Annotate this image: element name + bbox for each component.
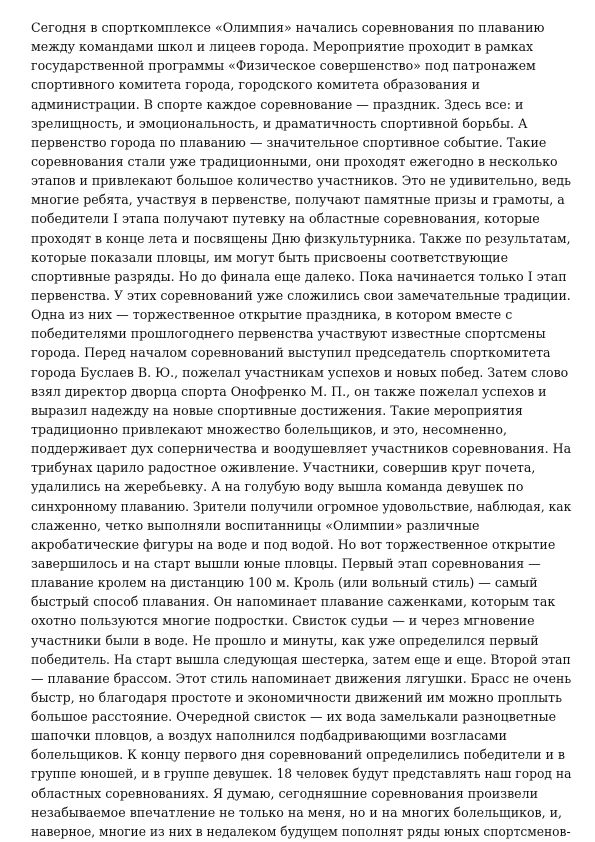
text-line: между командами школ и лицеев города. Мероприятие проходит в рамках: [31, 39, 534, 55]
text-line: Одна из них — торжественное открытие праздника, в котором вместе с: [31, 307, 513, 323]
text-line: удалились на жеребьевку. А на голубую воду вышла команда девушек по: [31, 479, 524, 495]
text-line: традиционно привлекают множество болельщиков, и это, несомненно,: [31, 421, 507, 437]
text-line: выразил надежду на новые спортивные достижения. Такие мероприятия: [31, 402, 523, 418]
text-line: большое расстояние. Очередной свисток — их вода замелькали разноцветные: [31, 709, 557, 725]
text-line: плавание кролем на дистанцию 100 м. Кроль (или вольный стиль) — самый: [31, 575, 538, 591]
text-line: этапов и привлекают большое количество участников. Это не удивительно, ведь: [31, 173, 571, 189]
text-line: первенство города по плаванию — значительное спортивное событие. Такие: [31, 134, 547, 150]
text-line: администрации. В спорте каждое соревнование — праздник. Здесь все: и: [31, 96, 524, 112]
text-line: взял директор дворца спорта Онофренко М. П., он также пожелал успехов и: [31, 383, 547, 399]
text-line: болельщиков. К концу первого дня соревнований определились победители и в: [31, 747, 565, 763]
text-line: завершилось и на старт вышли юные пловцы. Первый этап соревнования —: [31, 555, 541, 571]
text-line: победители I этапа получают путевку на областные соревнования, которые: [31, 211, 540, 227]
text-line: Сегодня в спорткомплексе «Олимпия» начались соревнования по плаванию: [31, 20, 545, 35]
text-line: победителями прошлогоднего первенства участвуют известные спортсмены: [31, 326, 546, 342]
article-text: [31, 18, 571, 841]
text-line: соревнования стали уже традиционными, они проходят ежегодно в несколько: [31, 153, 558, 169]
text-line: первенства. У этих соревнований уже сложились свои замечательные традиции.: [31, 287, 571, 303]
text-line: многие ребята, участвуя в первенстве, получают памятные призы и грамоты, а: [31, 192, 565, 208]
text-line: спортивные разряды. Но до финала еще далеко. Пока начинается только I этап: [31, 268, 567, 284]
text-line: группе юношей, и в группе девушек. 18 человек будут представлять наш город на: [31, 766, 572, 782]
text-line: шапочки пловцов, а воздух наполнился подбадривающими возгласами: [31, 728, 507, 744]
text-line: проходят в конце лета и посвящены Дню физкультурника. Также по результатам,: [31, 230, 571, 246]
text-line: города Буслаев В. Ю., пожелал участникам успехов и новых побед. Затем слово: [31, 364, 569, 380]
text-line: победитель. На старт вышла следующая шестерка, затем еще и еще. Второй этап: [31, 651, 571, 667]
text-line: наверное, многие из них в недалеком будущем пополнят ряды юных спортсменов-: [31, 823, 571, 839]
text-line: трибунах царило радостное оживление. Участники, совершив круг почета,: [31, 460, 536, 476]
text-line: спортивного комитета города, городского комитета образования и: [31, 77, 481, 93]
text-line: быстр, но благодаря простоте и экономичности движений им можно проплыть: [31, 689, 562, 705]
text-line: незабываемое впечатление не только на меня, но и на многих болельщиков, и,: [31, 804, 563, 820]
text-line: города. Перед началом соревнований выступил председатель спорткомитета: [31, 345, 551, 361]
text-line: охотно пользуются многие подростки. Свисток судьи — и через мгновение: [31, 613, 535, 629]
text-line: акробатические фигуры на воде и под водой. Но вот торжественное открытие: [31, 536, 556, 552]
text-line: зрелищность, и эмоциональность, и драматичность спортивной борьбы. А: [31, 115, 528, 131]
text-line: государственной программы «Физическое совершенство» под патронажем: [31, 58, 536, 74]
text-line: — плавание брассом. Этот стиль напоминает движения лягушки. Брасс не очень: [31, 670, 572, 686]
text-line: областных соревнованиях. Я думаю, сегодняшние соревнования произвели: [31, 785, 539, 801]
text-line: участники были в воде. Не прошло и минуты, как уже определился первый: [31, 632, 539, 648]
text-line: поддерживает дух соперничества и воодушевляет участников соревнования. На: [31, 441, 572, 457]
text-line: которые показали пловцы, им могут быть присвоены соответствующие: [31, 249, 509, 265]
text-line: синхронному плаванию. Зрители получили огромное удовольствие, наблюдая, как: [31, 498, 572, 514]
text-line: слаженно, четко выполняли воспитанницы «Олимпии» различные: [31, 517, 480, 533]
text-line: быстрый способ плавания. Он напоминает плавание саженками, которым так: [31, 594, 556, 610]
